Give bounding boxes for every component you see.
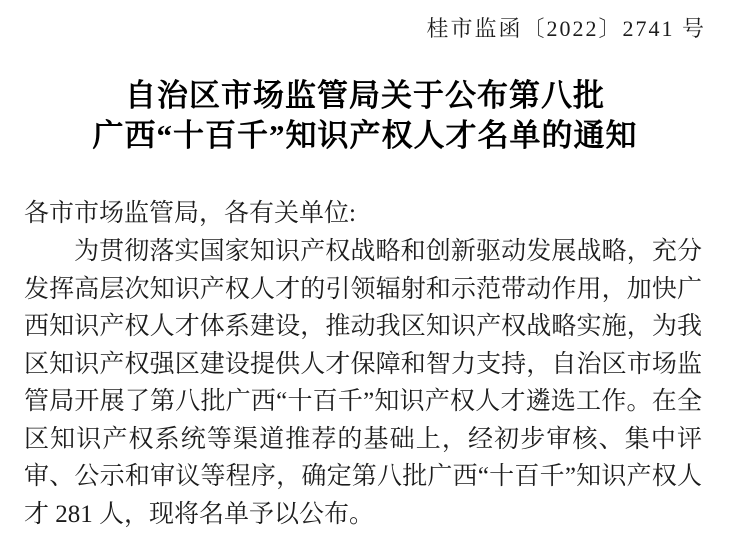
body-paragraph: 为贯彻落实国家知识产权战略和创新驱动发展战略，充分发挥高层次知识产权人才的引领辐射和示范带动作用，加快广西知识产权人才体系建设，推动我区知识产权战略实施，为我区知识产权强区建设提供人才保障和智力支持，自治区市场监管局开展了第八批广西“十百千”知识产权人才遴选工作。在全区知识产权系统等渠道推荐的基础上，经初步审核、集中评审、公示和审议等程序，确定第八批广西“十百千”知识产权人才 281 人，现将名单予以公布。 [24, 238, 702, 528]
salutation-line: 各市市场监管局，各有关单位: [24, 200, 356, 227]
document-title-line1: 自治区市场监管局关于公布第八批 [125, 78, 605, 113]
document-title-line2: 广西“十百千”知识产权人才名单的通知 [92, 118, 638, 153]
document-number: 桂市监函〔2022〕2741 号 [426, 16, 706, 41]
